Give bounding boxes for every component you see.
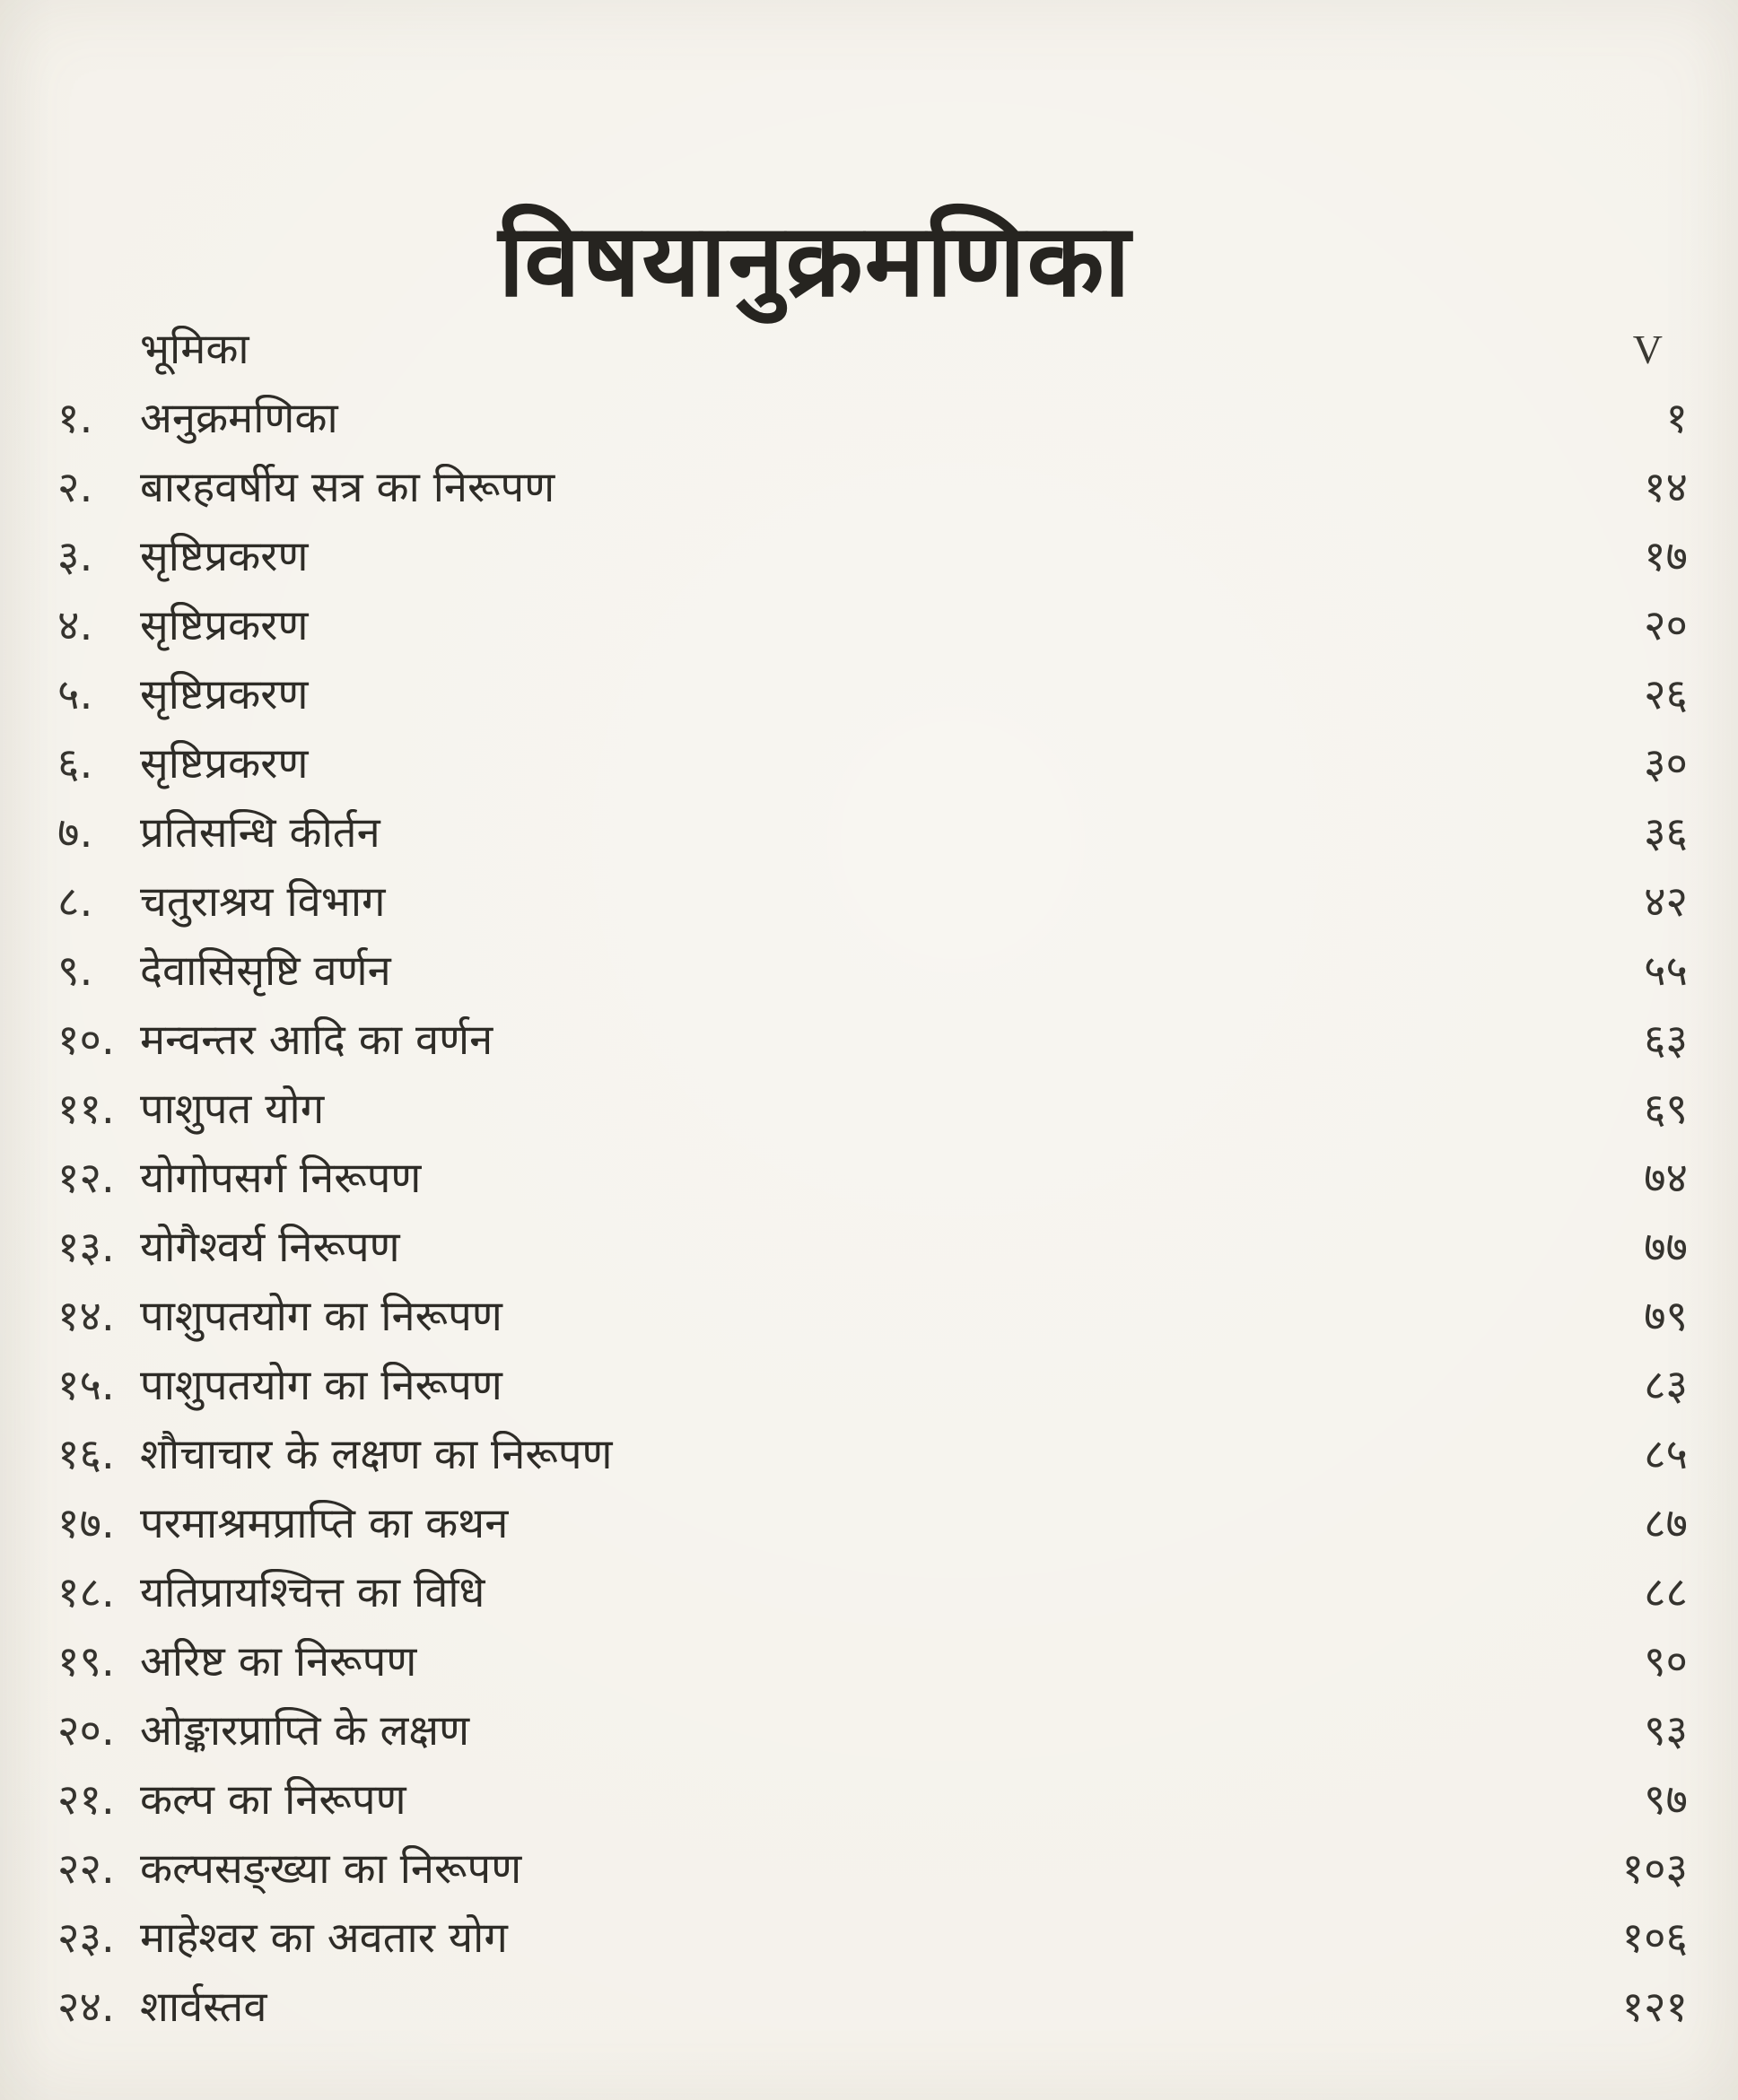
entry-page: ७४ bbox=[1644, 1154, 1688, 1204]
entry-number: ३. bbox=[57, 532, 93, 582]
entry-page: ९० bbox=[1644, 1637, 1688, 1687]
entry-title: सृष्टिप्रकरण bbox=[140, 671, 309, 720]
entry-title: देवासिसृष्टि वर्णन bbox=[140, 947, 391, 997]
toc-row bbox=[57, 1845, 1688, 1894]
entry-title: शौचाचार के लक्षण का निरूपण bbox=[140, 1431, 613, 1480]
entry-number: १९. bbox=[57, 1637, 115, 1687]
entry-title: शार्वस्तव bbox=[140, 1983, 267, 2033]
entry-page: २० bbox=[1644, 601, 1688, 651]
entry-title: पाशुपतयोग का निरूपण bbox=[140, 1362, 502, 1411]
toc-row bbox=[57, 1569, 1688, 1617]
toc-row bbox=[57, 1638, 1688, 1686]
entry-title: अरिष्ट का निरूपण bbox=[140, 1638, 417, 1687]
entry-number: १६. bbox=[57, 1430, 115, 1480]
entry-title: कल्प का निरूपण bbox=[140, 1776, 406, 1826]
entry-page: ४२ bbox=[1644, 877, 1688, 928]
entry-page: ६९ bbox=[1644, 1085, 1688, 1135]
entry-number: २२. bbox=[57, 1844, 115, 1895]
entry-page: १७ bbox=[1644, 532, 1688, 582]
entry-number: ४. bbox=[57, 601, 93, 651]
entry-title: कल्पसङ्ख्या का निरूपण bbox=[140, 1845, 522, 1895]
toc-row bbox=[57, 326, 1688, 374]
entry-page: ८८ bbox=[1644, 1568, 1688, 1618]
entry-number: १५. bbox=[57, 1361, 115, 1411]
entry-page: ५५ bbox=[1644, 946, 1688, 997]
entry-number: १७. bbox=[57, 1499, 115, 1549]
entry-page: ६३ bbox=[1644, 1015, 1688, 1066]
entry-title: योगैश्वर्य निरूपण bbox=[140, 1224, 400, 1273]
toc-row bbox=[57, 1500, 1688, 1548]
toc-row bbox=[57, 809, 1688, 858]
entry-page: ८७ bbox=[1644, 1499, 1688, 1549]
entry-number: ११. bbox=[57, 1085, 115, 1135]
page-title: विषयानुक्रमणिका bbox=[498, 203, 1132, 320]
entry-title: माहेश्वर का अवतार योग bbox=[140, 1914, 508, 1964]
entry-title: योगोपसर्ग निरूपण bbox=[140, 1155, 422, 1204]
entry-number: १८. bbox=[57, 1568, 115, 1618]
entry-title: सृष्टिप्रकरण bbox=[140, 533, 309, 582]
toc-row bbox=[57, 740, 1688, 789]
entry-title: पाशुपत योग bbox=[140, 1085, 325, 1135]
entry-page: १ bbox=[1665, 394, 1688, 444]
entry-page: ७७ bbox=[1644, 1223, 1688, 1273]
entry-title: पाशुपतयोग का निरूपण bbox=[140, 1293, 502, 1342]
entry-page: २६ bbox=[1644, 670, 1688, 720]
entry-title: मन्वन्तर आदि का वर्णन bbox=[140, 1016, 493, 1066]
entry-page: ८३ bbox=[1644, 1361, 1688, 1411]
toc-row bbox=[57, 1914, 1688, 1963]
toc-row bbox=[57, 671, 1688, 719]
entry-title: यतिप्रायश्चित्त का विधि bbox=[140, 1569, 485, 1618]
toc-row bbox=[57, 533, 1688, 581]
entry-page: १२१ bbox=[1621, 1982, 1688, 2033]
entry-page: ९३ bbox=[1644, 1706, 1688, 1756]
entry-page: ९७ bbox=[1644, 1775, 1688, 1826]
entry-title: अनुक्रमणिका bbox=[140, 395, 338, 444]
toc-row bbox=[57, 947, 1688, 996]
toc-row bbox=[57, 1155, 1688, 1203]
entry-title: सृष्टिप्रकरण bbox=[140, 602, 309, 651]
toc-row bbox=[57, 1707, 1688, 1756]
entry-page: V bbox=[1632, 327, 1663, 373]
entry-number: १२. bbox=[57, 1154, 115, 1204]
entry-title: प्रतिसन्धि कीर्तन bbox=[140, 809, 380, 858]
toc-row bbox=[57, 1293, 1688, 1341]
entry-page: ८५ bbox=[1644, 1430, 1688, 1480]
entry-number: ८. bbox=[57, 877, 93, 928]
entry-title: भूमिका bbox=[140, 326, 249, 375]
entry-page: ७९ bbox=[1644, 1292, 1688, 1342]
toc-row bbox=[57, 395, 1688, 443]
entry-number: १०. bbox=[57, 1015, 115, 1066]
entry-title: बारहवर्षीय सत्र का निरूपण bbox=[140, 464, 555, 513]
entry-number: २१. bbox=[57, 1775, 115, 1826]
toc-row bbox=[57, 602, 1688, 650]
entry-number: १४. bbox=[57, 1292, 115, 1342]
entry-number: २३. bbox=[57, 1913, 115, 1964]
toc-row bbox=[57, 464, 1688, 512]
entry-number: २. bbox=[57, 463, 93, 513]
toc-row bbox=[57, 1983, 1688, 2032]
entry-title: परमाश्रमप्राप्ति का कथन bbox=[140, 1500, 509, 1549]
toc-list bbox=[57, 316, 1688, 2043]
entry-page: १४ bbox=[1644, 463, 1688, 513]
toc-row bbox=[57, 878, 1688, 927]
entry-page: १०६ bbox=[1621, 1913, 1688, 1964]
toc-row bbox=[57, 1362, 1688, 1410]
toc-row bbox=[57, 1431, 1688, 1479]
entry-page: ३० bbox=[1644, 739, 1688, 789]
entry-title: सृष्टिप्रकरण bbox=[140, 740, 309, 789]
entry-title: ओङ्कारप्राप्ति के लक्षण bbox=[140, 1707, 470, 1756]
entry-number: ५. bbox=[57, 670, 93, 720]
toc-row bbox=[57, 1776, 1688, 1825]
entry-page: १०३ bbox=[1621, 1844, 1688, 1895]
entry-page: ३६ bbox=[1644, 808, 1688, 858]
entry-number: २०. bbox=[57, 1706, 115, 1756]
toc-row bbox=[57, 1085, 1688, 1134]
entry-title: चतुराश्रय विभाग bbox=[140, 878, 386, 928]
entry-number: ९. bbox=[57, 946, 93, 997]
entry-number: ७. bbox=[57, 808, 93, 858]
entry-number: ६. bbox=[57, 739, 93, 789]
entry-number: १३. bbox=[57, 1223, 115, 1273]
entry-number: १. bbox=[57, 394, 93, 444]
entry-number: २४. bbox=[57, 1982, 115, 2033]
toc-row bbox=[57, 1224, 1688, 1272]
toc-row bbox=[57, 1016, 1688, 1065]
